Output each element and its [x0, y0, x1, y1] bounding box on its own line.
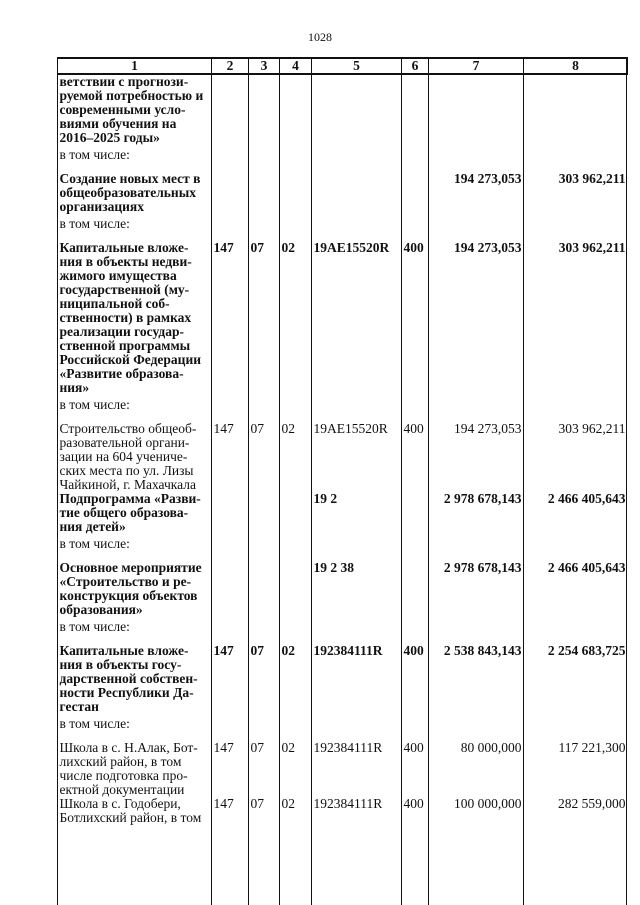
col-expense-type [402, 561, 429, 617]
col-section-code [249, 145, 280, 172]
col-ministry-code [212, 534, 249, 561]
table-row [58, 172, 628, 214]
col-ministry-code [212, 492, 249, 534]
col-amount-year-1: 194 273,053 [454, 240, 522, 255]
column-header: 6 [402, 58, 429, 74]
table-row [58, 492, 628, 534]
col-section-code [249, 492, 280, 534]
col-subsection-code [280, 492, 312, 534]
col-target-article [312, 74, 402, 145]
col-section-code [249, 74, 280, 145]
row-description: Строительство общеоб-разовательной органи-зации на 604 учениче-ских места по ул. Лизы Чайкиной, г. Махачкала [59, 421, 197, 492]
col-amount-year-1: 100 000,000 [454, 796, 522, 811]
row-description: в том числе: [59, 619, 130, 634]
row-description: Капитальные вложе-ния в объекты госу-дарственной собствен-ности Республики Да-гестан [59, 643, 198, 714]
col-amount-year-2: 2 254 683,725 [547, 643, 626, 658]
row-description: ветствии с прогнози-руемой потребностью и современными усло-виями обучения на 2016–2025 годы» [59, 74, 204, 145]
col-target-article: 19 2 [313, 491, 338, 506]
row-description: Создание новых мест в общеобразовательных организациях [59, 171, 201, 214]
table-row [58, 741, 628, 797]
column-header: 7 [429, 58, 524, 74]
column-header: 2 [212, 58, 249, 74]
col-amount-year-1: 2 978 678,143 [443, 491, 522, 506]
col-section-code [249, 714, 280, 741]
row-description: Школа в с. Годобери, Ботлихский район, в том [59, 796, 202, 825]
col-subsection-code [280, 172, 312, 214]
col-expense-type [402, 714, 429, 741]
row-description: в том числе: [59, 716, 130, 731]
col-amount-year-1: 194 273,053 [454, 421, 522, 436]
col-amount-year-2 [524, 74, 628, 145]
col-amount-year-2: 303 962,211 [558, 240, 626, 255]
col-expense-type [402, 74, 429, 145]
col-target-article [312, 395, 402, 422]
subheading-row [58, 714, 628, 741]
col-target-article: 192384111R [313, 643, 383, 658]
col-ministry-code: 147 [213, 643, 234, 658]
column-header: 4 [280, 58, 312, 74]
col-expense-type [402, 534, 429, 561]
col-ministry-code [212, 74, 249, 145]
header-row [58, 58, 628, 74]
col-subsection-code: 02 [281, 643, 295, 658]
col-expense-type: 400 [403, 740, 424, 755]
col-subsection-code [280, 561, 312, 617]
col-amount-year-2 [524, 534, 628, 561]
row-description: Школа в с. Н.Алак, Бот-лихский район, в том числе подготовка про-ектной документации [59, 740, 198, 797]
col-target-article: 192384111R [313, 796, 383, 811]
col-amount-year-2: 2 466 405,643 [547, 560, 626, 575]
budget-table [57, 57, 628, 825]
col-section-code: 07 [250, 643, 264, 658]
col-subsection-code [280, 617, 312, 644]
col-ministry-code: 147 [213, 240, 234, 255]
col-amount-year-2: 2 466 405,643 [547, 491, 626, 506]
col-target-article [312, 714, 402, 741]
subheading-row [58, 534, 628, 561]
col-expense-type [402, 172, 429, 214]
col-expense-type: 400 [403, 796, 424, 811]
column-header: 1 [58, 58, 212, 74]
col-amount-year-1 [429, 214, 524, 241]
col-ministry-code [212, 145, 249, 172]
col-target-article: 19 2 38 [313, 560, 354, 575]
col-subsection-code: 02 [281, 421, 295, 436]
col-ministry-code: 147 [213, 421, 234, 436]
col-expense-type: 400 [403, 240, 424, 255]
col-section-code [249, 534, 280, 561]
table-row [58, 561, 628, 617]
col-ministry-code [212, 617, 249, 644]
col-amount-year-1 [429, 534, 524, 561]
row-description: в том числе: [59, 536, 130, 551]
col-ministry-code [212, 214, 249, 241]
col-target-article [312, 617, 402, 644]
col-expense-type: 400 [403, 643, 424, 658]
col-amount-year-1: 2 978 678,143 [443, 560, 522, 575]
col-section-code: 07 [250, 240, 264, 255]
col-target-article: 19АЕ15520R [313, 421, 388, 436]
page-number: 1028 [308, 30, 332, 44]
col-expense-type: 400 [403, 421, 424, 436]
col-section-code: 07 [250, 796, 264, 811]
col-subsection-code [280, 214, 312, 241]
col-amount-year-2: 303 962,211 [558, 171, 626, 186]
col-amount-year-1 [429, 395, 524, 422]
col-section-code [249, 214, 280, 241]
col-expense-type [402, 214, 429, 241]
col-amount-year-1 [429, 145, 524, 172]
col-amount-year-2: 117 221,300 [558, 740, 626, 755]
col-expense-type [402, 395, 429, 422]
col-section-code: 07 [250, 421, 264, 436]
col-subsection-code: 02 [281, 796, 295, 811]
col-section-code [249, 561, 280, 617]
col-amount-year-2 [524, 714, 628, 741]
col-expense-type [402, 145, 429, 172]
column-header: 3 [249, 58, 280, 74]
subheading-row [58, 214, 628, 241]
col-ministry-code [212, 714, 249, 741]
col-ministry-code: 147 [213, 796, 234, 811]
row-description: в том числе: [59, 216, 130, 231]
col-amount-year-2 [524, 214, 628, 241]
col-target-article [312, 145, 402, 172]
col-amount-year-1: 194 273,053 [454, 171, 522, 186]
column-header: 5 [312, 58, 402, 74]
col-section-code [249, 172, 280, 214]
col-amount-year-1 [429, 714, 524, 741]
col-amount-year-2: 303 962,211 [558, 421, 626, 436]
row-description: Основное мероприятие «Строительство и ре-конструкция объектов образования» [59, 560, 202, 617]
table-row [58, 797, 628, 825]
subheading-row [58, 145, 628, 172]
row-description: в том числе: [59, 397, 130, 412]
col-ministry-code [212, 172, 249, 214]
col-subsection-code [280, 145, 312, 172]
col-ministry-code: 147 [213, 740, 234, 755]
column-header: 8 [524, 58, 628, 74]
subheading-row [58, 617, 628, 644]
col-amount-year-1 [429, 74, 524, 145]
budget-table-frame [57, 57, 627, 905]
col-amount-year-1: 2 538 843,143 [443, 643, 522, 658]
col-amount-year-2 [524, 145, 628, 172]
subheading-row [58, 395, 628, 422]
row-description: Подпрограмма «Разви-тие общего образова-ния детей» [59, 491, 201, 534]
col-subsection-code [280, 74, 312, 145]
col-target-article: 19АЕ15520R [313, 240, 390, 255]
col-ministry-code [212, 561, 249, 617]
col-amount-year-2: 282 559,000 [558, 796, 626, 811]
col-subsection-code: 02 [281, 740, 295, 755]
col-expense-type [402, 617, 429, 644]
col-amount-year-1 [429, 617, 524, 644]
col-subsection-code: 02 [281, 240, 295, 255]
col-subsection-code [280, 714, 312, 741]
col-expense-type [402, 492, 429, 534]
table-body [58, 74, 628, 825]
table-row [58, 241, 628, 395]
table-row [58, 74, 628, 145]
row-description: Капитальные вложе-ния в объекты недви-жимого имущества государственной (му-ниципальной соб-ственности) в рамках реализации государ-ственной программы Российской Федерации «Развитие образова-ния» [59, 240, 202, 395]
col-target-article: 192384111R [313, 740, 383, 755]
col-ministry-code [212, 395, 249, 422]
col-target-article [312, 172, 402, 214]
col-section-code [249, 617, 280, 644]
col-section-code: 07 [250, 740, 264, 755]
col-target-article [312, 214, 402, 241]
col-target-article [312, 534, 402, 561]
table-row [58, 422, 628, 492]
col-subsection-code [280, 534, 312, 561]
table-row [58, 644, 628, 714]
col-section-code [249, 395, 280, 422]
col-amount-year-1: 80 000,000 [460, 740, 522, 755]
col-amount-year-2 [524, 395, 628, 422]
col-amount-year-2 [524, 617, 628, 644]
row-description: в том числе: [59, 147, 130, 162]
col-subsection-code [280, 395, 312, 422]
